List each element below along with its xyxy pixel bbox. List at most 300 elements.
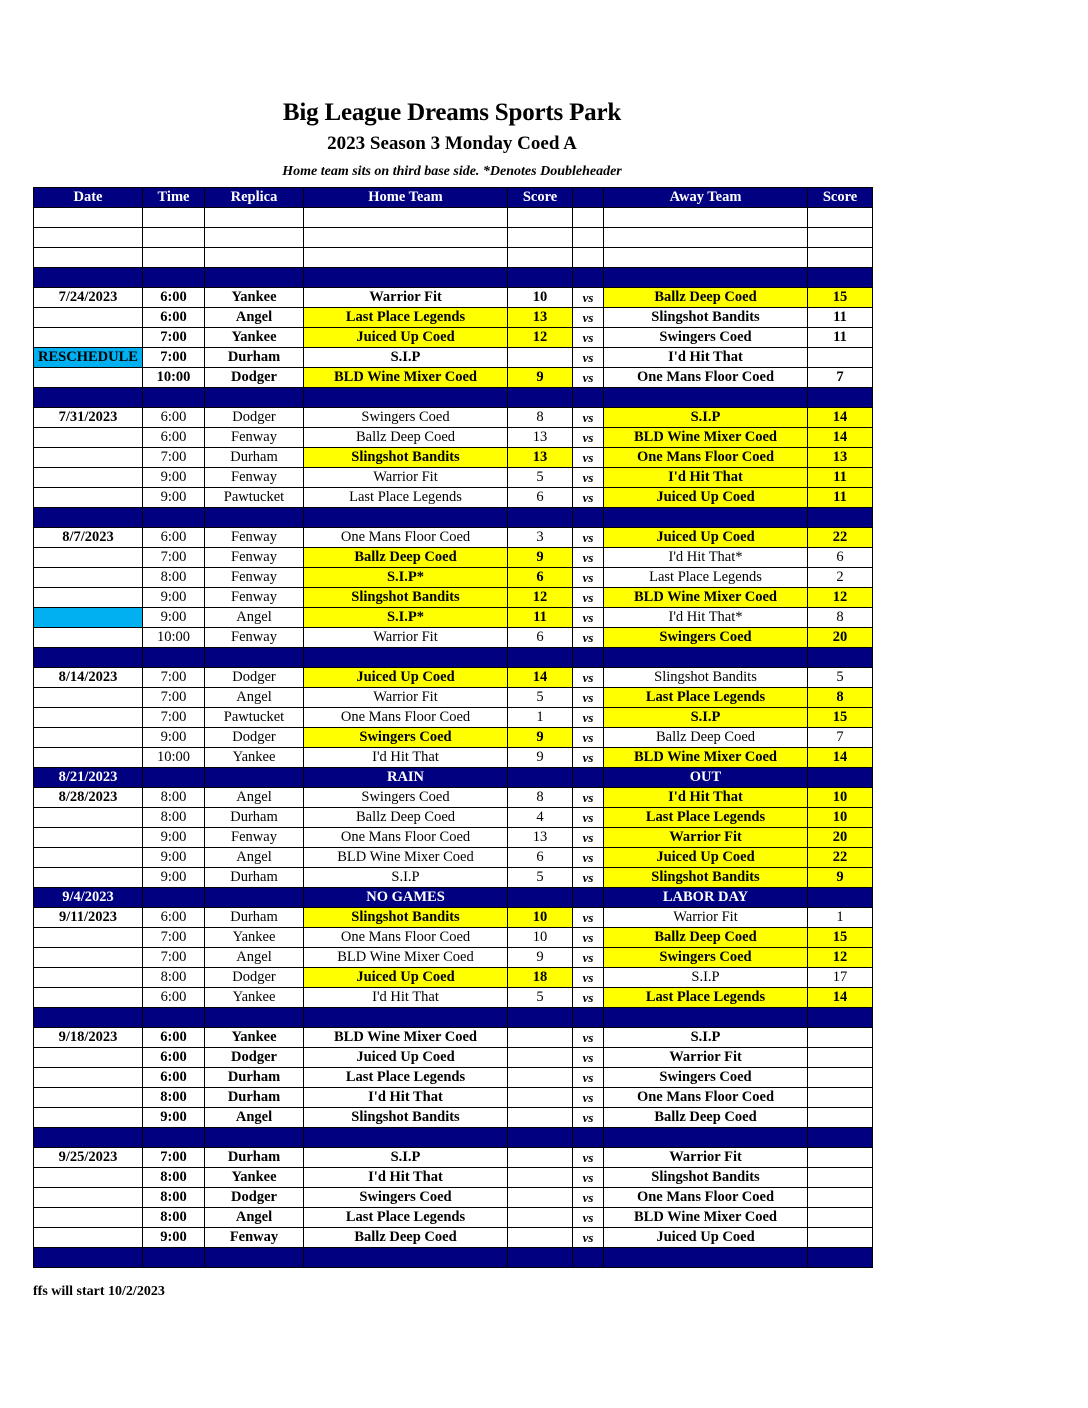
time-cell: 9:00 <box>143 828 205 848</box>
separator-cell <box>808 508 873 528</box>
away-score-header: Score <box>808 188 873 208</box>
home-team-cell: I'd Hit That <box>304 748 508 768</box>
empty-cell <box>34 248 143 268</box>
vs-cell: vs <box>573 448 604 468</box>
replica-cell: Fenway <box>205 1228 304 1248</box>
away-score-cell: 10 <box>808 788 873 808</box>
date-cell <box>34 308 143 328</box>
home-team-cell: Last Place Legends <box>304 1068 508 1088</box>
vs-cell: vs <box>573 688 604 708</box>
date-cell <box>34 968 143 988</box>
time-cell: 8:00 <box>143 808 205 828</box>
no-games-row <box>34 768 873 788</box>
home-score-cell <box>508 1228 573 1248</box>
time-cell: 9:00 <box>143 1228 205 1248</box>
time-cell: 10:00 <box>143 628 205 648</box>
game-row <box>34 328 873 348</box>
time-cell: 6:00 <box>143 1028 205 1048</box>
away-score-cell: 11 <box>808 468 873 488</box>
schedule-note: Home team sits on third base side. *Denotes Doubleheader <box>282 164 622 179</box>
away-score-cell: 1 <box>808 908 873 928</box>
home-score-cell: 4 <box>508 808 573 828</box>
replica-cell: Angel <box>205 948 304 968</box>
away-team-cell: S.I.P <box>604 408 808 428</box>
home-score-cell: 10 <box>508 928 573 948</box>
game-row <box>34 1028 873 1048</box>
away-score-cell: 8 <box>808 688 873 708</box>
home-score-cell <box>508 348 573 368</box>
separator-cell <box>304 508 508 528</box>
separator-cell <box>143 1248 205 1268</box>
away-score-cell: 20 <box>808 828 873 848</box>
game-row <box>34 1068 873 1088</box>
away-team-cell: One Mans Floor Coed <box>604 448 808 468</box>
playoffs-note: ffs will start 10/2/2023 <box>33 1284 165 1299</box>
replica-cell: Pawtucket <box>205 488 304 508</box>
replica-cell: Yankee <box>205 1168 304 1188</box>
game-row <box>34 948 873 968</box>
away-team-header: Away Team <box>604 188 808 208</box>
away-score-cell <box>808 1148 873 1168</box>
away-team-cell: Juiced Up Coed <box>604 488 808 508</box>
game-row <box>34 348 873 368</box>
vs-cell: vs <box>573 528 604 548</box>
game-row <box>34 808 873 828</box>
home-team-cell: Swingers Coed <box>304 408 508 428</box>
vs-cell: vs <box>573 1188 604 1208</box>
week-separator-row <box>34 648 873 668</box>
home-score-cell <box>508 1088 573 1108</box>
away-team-cell: Slingshot Bandits <box>604 1168 808 1188</box>
date-cell: 7/31/2023 <box>34 408 143 428</box>
home-score-cell <box>508 1028 573 1048</box>
separator-cell <box>304 268 508 288</box>
time-cell: 7:00 <box>143 668 205 688</box>
time-header: Time <box>143 188 205 208</box>
away-score-cell: 5 <box>808 668 873 688</box>
home-score-cell: 10 <box>508 908 573 928</box>
date-cell: 9/18/2023 <box>34 1028 143 1048</box>
game-row <box>34 828 873 848</box>
separator-cell <box>205 768 304 788</box>
home-team-cell: One Mans Floor Coed <box>304 928 508 948</box>
home-team-cell: Last Place Legends <box>304 488 508 508</box>
vs-cell: vs <box>573 988 604 1008</box>
time-cell: 9:00 <box>143 468 205 488</box>
replica-cell: Fenway <box>205 428 304 448</box>
vs-cell: vs <box>573 548 604 568</box>
week-separator-row <box>34 1248 873 1268</box>
game-row <box>34 288 873 308</box>
away-team-cell: One Mans Floor Coed <box>604 368 808 388</box>
home-team-cell: Swingers Coed <box>304 788 508 808</box>
vs-cell: vs <box>573 288 604 308</box>
vs-cell: vs <box>573 428 604 448</box>
game-row <box>34 448 873 468</box>
time-cell: 6:00 <box>143 288 205 308</box>
away-score-cell: 7 <box>808 368 873 388</box>
home-team-cell: Slingshot Bandits <box>304 1108 508 1128</box>
time-cell: 9:00 <box>143 488 205 508</box>
home-team-cell: S.I.P <box>304 348 508 368</box>
home-score-cell <box>508 1188 573 1208</box>
away-score-cell: 9 <box>808 868 873 888</box>
vs-cell: vs <box>573 788 604 808</box>
separator-cell <box>508 268 573 288</box>
date-cell <box>34 1088 143 1108</box>
time-cell: 6:00 <box>143 408 205 428</box>
home-score-cell: 5 <box>508 988 573 1008</box>
empty-row <box>34 248 873 268</box>
separator-cell <box>808 648 873 668</box>
replica-cell: Yankee <box>205 328 304 348</box>
date-cell <box>34 368 143 388</box>
separator-cell <box>573 1128 604 1148</box>
away-score-cell: 22 <box>808 848 873 868</box>
game-row <box>34 1208 873 1228</box>
separator-cell <box>304 388 508 408</box>
empty-row <box>34 228 873 248</box>
replica-cell: Durham <box>205 1088 304 1108</box>
time-cell: 8:00 <box>143 968 205 988</box>
away-score-cell: 14 <box>808 428 873 448</box>
replica-header: Replica <box>205 188 304 208</box>
game-row <box>34 708 873 728</box>
away-team-cell: Juiced Up Coed <box>604 848 808 868</box>
vs-cell: vs <box>573 848 604 868</box>
date-cell <box>34 988 143 1008</box>
separator-cell <box>508 1008 573 1028</box>
vs-cell: vs <box>573 588 604 608</box>
date-cell <box>34 1048 143 1068</box>
time-cell: 7:00 <box>143 1148 205 1168</box>
empty-cell <box>808 228 873 248</box>
separator-cell <box>508 388 573 408</box>
home-score-cell: 6 <box>508 848 573 868</box>
replica-cell: Yankee <box>205 748 304 768</box>
away-team-cell: S.I.P <box>604 1028 808 1048</box>
vs-cell: vs <box>573 408 604 428</box>
week-separator-row <box>34 508 873 528</box>
time-cell: 7:00 <box>143 348 205 368</box>
date-cell <box>34 1068 143 1088</box>
separator-cell <box>205 648 304 668</box>
away-score-cell <box>808 1188 873 1208</box>
home-score-header: Score <box>508 188 573 208</box>
time-cell: 7:00 <box>143 688 205 708</box>
replica-cell: Angel <box>205 608 304 628</box>
away-team-cell: Warrior Fit <box>604 908 808 928</box>
game-row <box>34 928 873 948</box>
game-row <box>34 408 873 428</box>
home-team-cell: I'd Hit That <box>304 1168 508 1188</box>
empty-cell <box>604 208 808 228</box>
home-score-cell: 12 <box>508 588 573 608</box>
date-cell: 9/25/2023 <box>34 1148 143 1168</box>
home-team-cell: Juiced Up Coed <box>304 668 508 688</box>
away-team-cell: I'd Hit That <box>604 788 808 808</box>
separator-cell <box>808 888 873 908</box>
vs-cell: vs <box>573 968 604 988</box>
home-team-cell: I'd Hit That <box>304 1088 508 1108</box>
away-score-cell: 11 <box>808 308 873 328</box>
home-team-cell: S.I.P <box>304 868 508 888</box>
away-team-cell: Last Place Legends <box>604 568 808 588</box>
away-score-cell: 22 <box>808 528 873 548</box>
home-score-cell <box>508 1068 573 1088</box>
time-cell: 9:00 <box>143 728 205 748</box>
time-cell: 9:00 <box>143 868 205 888</box>
separator-cell <box>34 268 143 288</box>
separator-cell <box>573 888 604 908</box>
vs-cell: vs <box>573 1028 604 1048</box>
replica-cell: Fenway <box>205 828 304 848</box>
replica-cell: Dodger <box>205 728 304 748</box>
separator-cell <box>573 508 604 528</box>
status-label: OUT <box>604 768 808 788</box>
home-team-cell: Ballz Deep Coed <box>304 808 508 828</box>
home-team-cell: S.I.P* <box>304 568 508 588</box>
replica-cell: Durham <box>205 808 304 828</box>
away-team-cell: Swingers Coed <box>604 948 808 968</box>
home-team-cell: Warrior Fit <box>304 288 508 308</box>
separator-cell <box>143 768 205 788</box>
date-cell <box>34 688 143 708</box>
away-team-cell: I'd Hit That <box>604 468 808 488</box>
replica-cell: Fenway <box>205 588 304 608</box>
game-row <box>34 988 873 1008</box>
home-score-cell: 6 <box>508 488 573 508</box>
home-team-cell: Last Place Legends <box>304 1208 508 1228</box>
date-cell <box>34 608 143 628</box>
away-team-cell: One Mans Floor Coed <box>604 1088 808 1108</box>
home-score-cell: 6 <box>508 568 573 588</box>
away-team-cell: I'd Hit That* <box>604 608 808 628</box>
separator-cell <box>808 1008 873 1028</box>
empty-cell <box>143 248 205 268</box>
home-team-cell: Last Place Legends <box>304 308 508 328</box>
replica-cell: Yankee <box>205 928 304 948</box>
replica-cell: Angel <box>205 688 304 708</box>
home-team-cell: Ballz Deep Coed <box>304 548 508 568</box>
date-cell: 7/24/2023 <box>34 288 143 308</box>
season-title: 2023 Season 3 Monday Coed A <box>327 133 577 154</box>
home-score-cell <box>508 1048 573 1068</box>
vs-cell: vs <box>573 1168 604 1188</box>
separator-cell <box>143 648 205 668</box>
vs-cell: vs <box>573 348 604 368</box>
home-score-cell: 1 <box>508 708 573 728</box>
home-team-cell: S.I.P <box>304 1148 508 1168</box>
empty-cell <box>143 208 205 228</box>
replica-cell: Fenway <box>205 528 304 548</box>
empty-cell <box>304 248 508 268</box>
game-row <box>34 1228 873 1248</box>
away-score-cell <box>808 1068 873 1088</box>
empty-cell <box>508 208 573 228</box>
home-team-cell: Juiced Up Coed <box>304 328 508 348</box>
time-cell: 8:00 <box>143 1208 205 1228</box>
time-cell: 9:00 <box>143 1108 205 1128</box>
separator-cell <box>604 1248 808 1268</box>
away-team-cell: Swingers Coed <box>604 1068 808 1088</box>
vs-cell: vs <box>573 868 604 888</box>
time-cell: 8:00 <box>143 1168 205 1188</box>
date-cell <box>34 568 143 588</box>
replica-cell: Fenway <box>205 548 304 568</box>
home-score-cell: 9 <box>508 548 573 568</box>
date-header: Date <box>34 188 143 208</box>
empty-cell <box>604 228 808 248</box>
separator-cell <box>808 1248 873 1268</box>
empty-cell <box>573 248 604 268</box>
separator-cell <box>604 1008 808 1028</box>
separator-cell <box>304 648 508 668</box>
home-team-header: Home Team <box>304 188 508 208</box>
replica-cell: Durham <box>205 1148 304 1168</box>
game-row <box>34 608 873 628</box>
replica-cell: Dodger <box>205 968 304 988</box>
empty-cell <box>508 228 573 248</box>
empty-cell <box>573 208 604 228</box>
game-row <box>34 848 873 868</box>
away-team-cell: Slingshot Bandits <box>604 668 808 688</box>
home-score-cell: 8 <box>508 408 573 428</box>
away-score-cell: 12 <box>808 588 873 608</box>
game-row <box>34 528 873 548</box>
separator-cell <box>34 388 143 408</box>
empty-cell <box>304 208 508 228</box>
home-score-cell: 3 <box>508 528 573 548</box>
away-team-cell: Warrior Fit <box>604 1048 808 1068</box>
empty-cell <box>573 228 604 248</box>
home-team-cell: BLD Wine Mixer Coed <box>304 368 508 388</box>
separator-cell <box>573 268 604 288</box>
away-team-cell: S.I.P <box>604 708 808 728</box>
home-team-cell: Juiced Up Coed <box>304 1048 508 1068</box>
away-team-cell: I'd Hit That <box>604 348 808 368</box>
home-team-cell: Juiced Up Coed <box>304 968 508 988</box>
home-score-cell: 9 <box>508 368 573 388</box>
separator-cell <box>808 388 873 408</box>
separator-cell <box>604 508 808 528</box>
away-team-cell: Ballz Deep Coed <box>604 1108 808 1128</box>
home-score-cell <box>508 1168 573 1188</box>
home-score-cell <box>508 1108 573 1128</box>
date-cell <box>34 1208 143 1228</box>
home-score-cell: 9 <box>508 748 573 768</box>
date-cell <box>34 1228 143 1248</box>
empty-cell <box>205 208 304 228</box>
date-cell: 8/7/2023 <box>34 528 143 548</box>
time-cell: 8:00 <box>143 788 205 808</box>
week-separator-row <box>34 1128 873 1148</box>
game-row <box>34 1048 873 1068</box>
replica-cell: Dodger <box>205 368 304 388</box>
date-cell <box>34 448 143 468</box>
date-cell <box>34 868 143 888</box>
schedule-body <box>34 208 873 1268</box>
separator-cell <box>573 388 604 408</box>
game-row <box>34 1188 873 1208</box>
replica-cell: Fenway <box>205 568 304 588</box>
away-score-cell <box>808 1048 873 1068</box>
home-team-cell: BLD Wine Mixer Coed <box>304 1028 508 1048</box>
replica-cell: Angel <box>205 788 304 808</box>
home-team-cell: Slingshot Bandits <box>304 448 508 468</box>
away-score-cell <box>808 1088 873 1108</box>
away-score-cell: 2 <box>808 568 873 588</box>
separator-cell <box>34 1128 143 1148</box>
separator-cell <box>205 508 304 528</box>
replica-cell: Pawtucket <box>205 708 304 728</box>
separator-cell <box>143 1008 205 1028</box>
date-cell: 8/28/2023 <box>34 788 143 808</box>
home-score-cell: 9 <box>508 728 573 748</box>
away-score-cell: 12 <box>808 948 873 968</box>
replica-cell: Dodger <box>205 668 304 688</box>
empty-cell <box>604 248 808 268</box>
game-row <box>34 868 873 888</box>
away-score-cell: 14 <box>808 988 873 1008</box>
home-team-cell: One Mans Floor Coed <box>304 708 508 728</box>
schedule-table <box>33 187 873 1268</box>
game-row <box>34 568 873 588</box>
home-team-cell: One Mans Floor Coed <box>304 528 508 548</box>
game-row <box>34 1168 873 1188</box>
away-team-cell: Juiced Up Coed <box>604 528 808 548</box>
replica-cell: Yankee <box>205 988 304 1008</box>
time-cell: 6:00 <box>143 908 205 928</box>
separator-cell <box>808 268 873 288</box>
game-row <box>34 908 873 928</box>
week-separator-row <box>34 388 873 408</box>
week-separator-row <box>34 268 873 288</box>
home-team-cell: One Mans Floor Coed <box>304 828 508 848</box>
replica-cell: Dodger <box>205 408 304 428</box>
replica-cell: Dodger <box>205 1048 304 1068</box>
date-cell: 8/21/2023 <box>34 768 143 788</box>
separator-cell <box>508 648 573 668</box>
home-score-cell: 13 <box>508 428 573 448</box>
time-cell: 7:00 <box>143 448 205 468</box>
empty-cell <box>808 208 873 228</box>
time-cell: 7:00 <box>143 328 205 348</box>
game-row <box>34 668 873 688</box>
replica-cell: Fenway <box>205 468 304 488</box>
away-score-cell <box>808 1208 873 1228</box>
separator-cell <box>143 1128 205 1148</box>
away-team-cell: Last Place Legends <box>604 988 808 1008</box>
status-label: RAIN <box>304 768 508 788</box>
game-row <box>34 788 873 808</box>
away-team-cell: Warrior Fit <box>604 1148 808 1168</box>
away-team-cell: S.I.P <box>604 968 808 988</box>
date-cell: 9/4/2023 <box>34 888 143 908</box>
time-cell: 6:00 <box>143 1048 205 1068</box>
separator-cell <box>205 1128 304 1148</box>
vs-cell: vs <box>573 948 604 968</box>
home-team-cell: Ballz Deep Coed <box>304 428 508 448</box>
vs-cell: vs <box>573 708 604 728</box>
no-games-row <box>34 888 873 908</box>
date-cell <box>34 828 143 848</box>
time-cell: 7:00 <box>143 708 205 728</box>
home-score-cell: 9 <box>508 948 573 968</box>
home-score-cell: 11 <box>508 608 573 628</box>
away-team-cell: Last Place Legends <box>604 688 808 708</box>
home-score-cell: 5 <box>508 868 573 888</box>
